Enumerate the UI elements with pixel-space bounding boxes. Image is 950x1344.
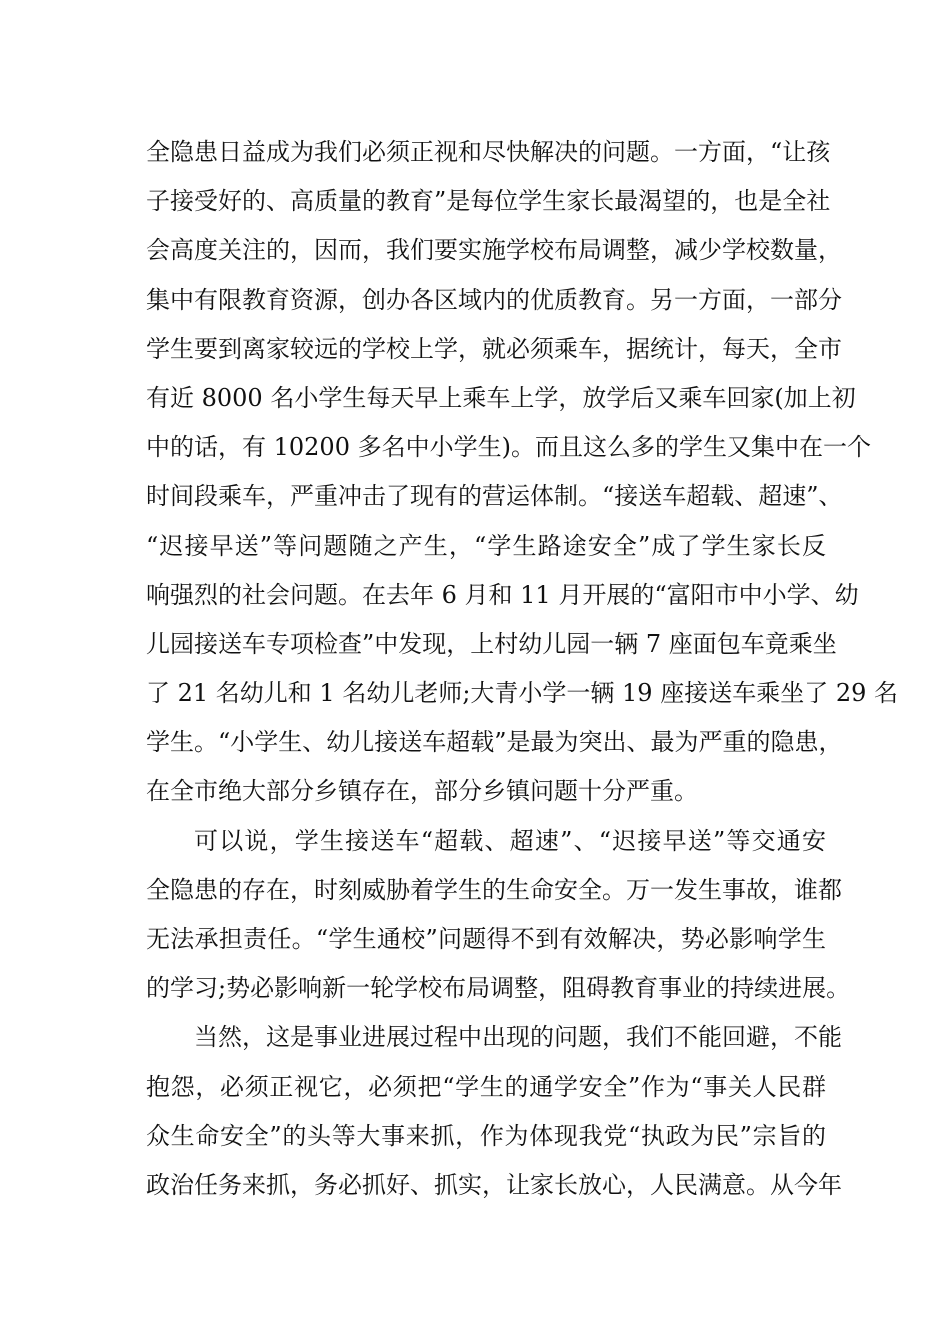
text-line: 响强烈的社会问题。在去年 6 月和 11 月开展的“富阳市中小学、幼 (146, 580, 859, 609)
text-line: 儿园接送车专项检查”中发现，上村幼儿园一辆 7 座面包车竟乘坐 (146, 629, 837, 658)
text-line: 在全市绝大部分乡镇存在，部分乡镇问题十分严重。 (146, 777, 698, 806)
paragraph-start-line: 当然，这是事业进展过程中出现的问题，我们不能回避，不能 (194, 1023, 842, 1052)
text-line: “迟接早送”等问题随之产生，“学生路途安全”成了学生家长反 (146, 531, 826, 560)
text-line: 众生命安全”的头等大事来抓，作为体现我党“执政为民”宗旨的 (146, 1121, 826, 1150)
text-line: 无法承担责任。“学生通校”问题得不到有效解决，势必影响学生 (146, 925, 826, 953)
text-line: 的学习;势必影响新一轮学校布局调整，阻碍教育事业的持续进展。 (146, 974, 851, 1003)
paragraph-start-line: 可以说，学生接送车“超载、超速”、“迟接早送”等交通安 (194, 826, 826, 855)
text-line: 抱怨，必须正视它，必须把“学生的通学安全”作为“事关人民群 (146, 1072, 826, 1101)
text-line: 学生要到离家较远的学校上学，就必须乘车，据统计，每天，全市 (146, 334, 842, 363)
text-line: 会高度关注的，因而，我们要实施学校布局调整，减少学校数量， (146, 236, 842, 265)
text-line: 全隐患日益成为我们必须正视和尽快解决的问题。一方面，“让孩 (146, 138, 831, 166)
text-line: 学生。“小学生、幼儿接送车超载”是最为突出、最为严重的隐患， (146, 728, 843, 757)
text-line: 政治任务来抓，务必抓好、抓实，让家长放心，人民满意。从今年 (146, 1170, 842, 1199)
text-line: 子接受好的、高质量的教育”是每位学生家长最渴望的，也是全社 (146, 187, 831, 216)
text-line: 中的话，有 10200 多名中小学生)。而且这么多的学生又集中在一个 (146, 433, 871, 462)
text-line: 有近 8000 名小学生每天早上乘车上学，放学后又乘车回家(加上初 (146, 383, 856, 412)
text-line: 了 21 名幼儿和 1 名幼儿老师;大青小学一辆 19 座接送车乘坐了 29 名 (146, 679, 899, 708)
text-line: 集中有限教育资源，创办各区域内的优质教育。另一方面，一部分 (146, 285, 842, 314)
text-line: 时间段乘车，严重冲击了现有的营运体制。“接送车超载、超速”、 (146, 482, 843, 511)
text-line: 全隐患的存在，时刻威胁着学生的生命安全。万一发生事故，谁都 (146, 875, 842, 904)
body-text (146, 128, 899, 1210)
